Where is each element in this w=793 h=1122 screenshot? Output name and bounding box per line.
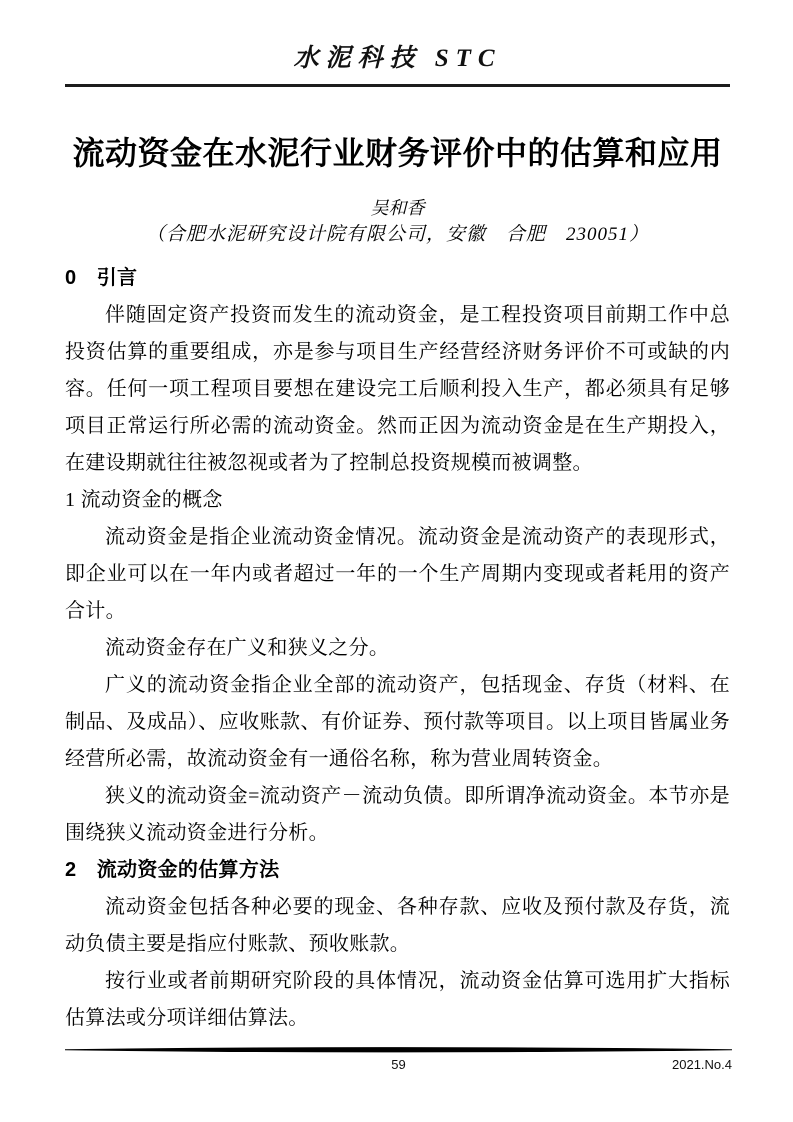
journal-header-title: 水泥科技 STC xyxy=(293,45,502,72)
paragraph: 流动资金包括各种必要的现金、各种存款、应收及预付款及存货，流动负债主要是指应付账款、预收账款。 xyxy=(65,895,730,955)
paragraph: 流动资金是指企业流动资金情况。流动资金是流动资产的表现形式，即企业可以在一年内或者超过一年的一个生产周期内变现或者耗用的资产合计。 xyxy=(65,525,730,622)
paragraph: 按行业或者前期研究阶段的具体情况，流动资金估算可选用扩大指标估算法或分项详细估算法。 xyxy=(65,969,730,1029)
paragraph: 狭义的流动资金=流动资产－流动负债。即所谓净流动资金。本节亦是围绕狭义流动资金进行分析。 xyxy=(65,784,730,844)
page-content xyxy=(65,0,730,1037)
paragraph: 伴随固定资产投资而发生的流动资金，是工程投资项目前期工作中总投资估算的重要组成，亦是参与项目生产经营经济财务评价不可或缺的内容。任何一项工程项目要想在建设完工后顺利投入生产，都必须具有足够项目正常运行所必需的流动资金。然而正因为流动资金是在生产期投入，在建设期就往往被忽视或者为了控制总投资规模而被调整。 xyxy=(65,303,730,474)
article-title: 流动资金在水泥行业财务评价中的估算和应用 xyxy=(72,134,723,171)
footer-row xyxy=(65,1057,732,1073)
author-affiliation: （合肥水泥研究设计院有限公司，安徽 合肥 230051） xyxy=(145,223,649,245)
section-heading-2: 2 流动资金的估算方法 xyxy=(65,858,280,881)
author-name: 吴和香 xyxy=(370,197,425,218)
page-number: 59 xyxy=(391,1057,406,1072)
section-heading-0: 0 引言 xyxy=(65,266,138,289)
paragraph: 广义的流动资金指企业全部的流动资产，包括现金、存货（材料、在制品、及成品）、应收账款、有价证券、预付款等项目。以上项目皆属业务经营所必需，故流动资金有一通俗名称，称为营业周转资金。 xyxy=(65,673,730,770)
article-body xyxy=(65,260,730,1037)
issue-number: 2021.No.4 xyxy=(672,1057,732,1072)
section-heading-1: 1 流动资金的概念 xyxy=(65,488,223,511)
footer-rule xyxy=(65,1045,732,1055)
header-rule xyxy=(65,84,730,87)
page-footer xyxy=(65,1045,732,1073)
paragraph: 流动资金存在广义和狭义之分。 xyxy=(105,636,390,659)
